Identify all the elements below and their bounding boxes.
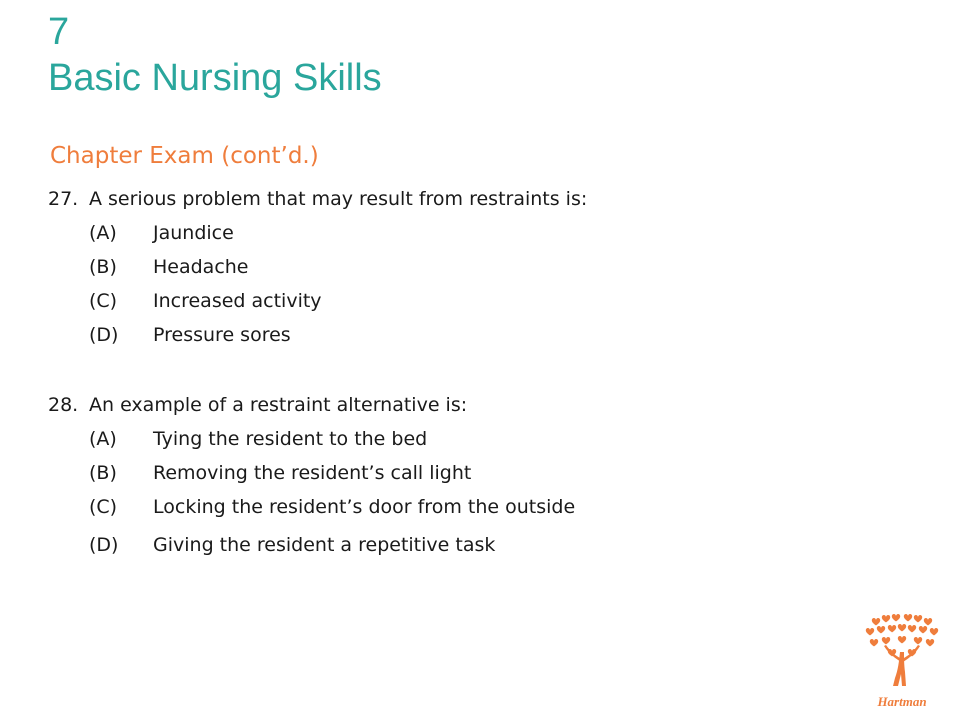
option-letter: (A) [89,428,117,450]
question-27 [48,182,587,352]
chapter-title: Basic Nursing Skills [48,57,382,99]
section-title: Chapter Exam (cont’d.) [50,143,319,169]
question-stem [48,182,587,216]
answer-option-a [48,422,575,456]
question-number: 27. [48,188,79,210]
option-text: Pressure sores [153,324,291,346]
option-text: Removing the resident’s call light [153,462,472,484]
option-letter: (B) [89,462,117,484]
answer-option-d [48,528,575,562]
question-stem [48,388,575,422]
option-letter: (C) [89,496,118,518]
answer-option-c [48,490,575,524]
option-letter: (D) [89,324,119,346]
option-text: Locking the resident’s door from the outside [153,496,576,518]
question-text: A serious problem that may result from restraints is: [89,188,588,210]
option-text: Jaundice [153,222,234,244]
option-text: Increased activity [153,290,322,312]
answer-option-c [48,284,587,318]
chapter-number: 7 [48,11,70,53]
question-28 [48,388,575,562]
answer-option-b [48,456,575,490]
answer-option-b [48,250,587,284]
option-text: Giving the resident a repetitive task [153,534,496,556]
option-text: Tying the resident to the bed [153,428,428,450]
heart-tree-icon [862,612,942,712]
hartman-logo-text: Hartman [877,694,927,709]
option-text: Headache [153,256,249,278]
answer-option-d [48,318,587,352]
option-letter: (B) [89,256,117,278]
question-number: 28. [48,394,79,416]
option-letter: (D) [89,534,119,556]
answer-option-a [48,216,587,250]
option-letter: (C) [89,290,118,312]
question-text: An example of a restraint alternative is: [89,394,468,416]
option-letter: (A) [89,222,117,244]
